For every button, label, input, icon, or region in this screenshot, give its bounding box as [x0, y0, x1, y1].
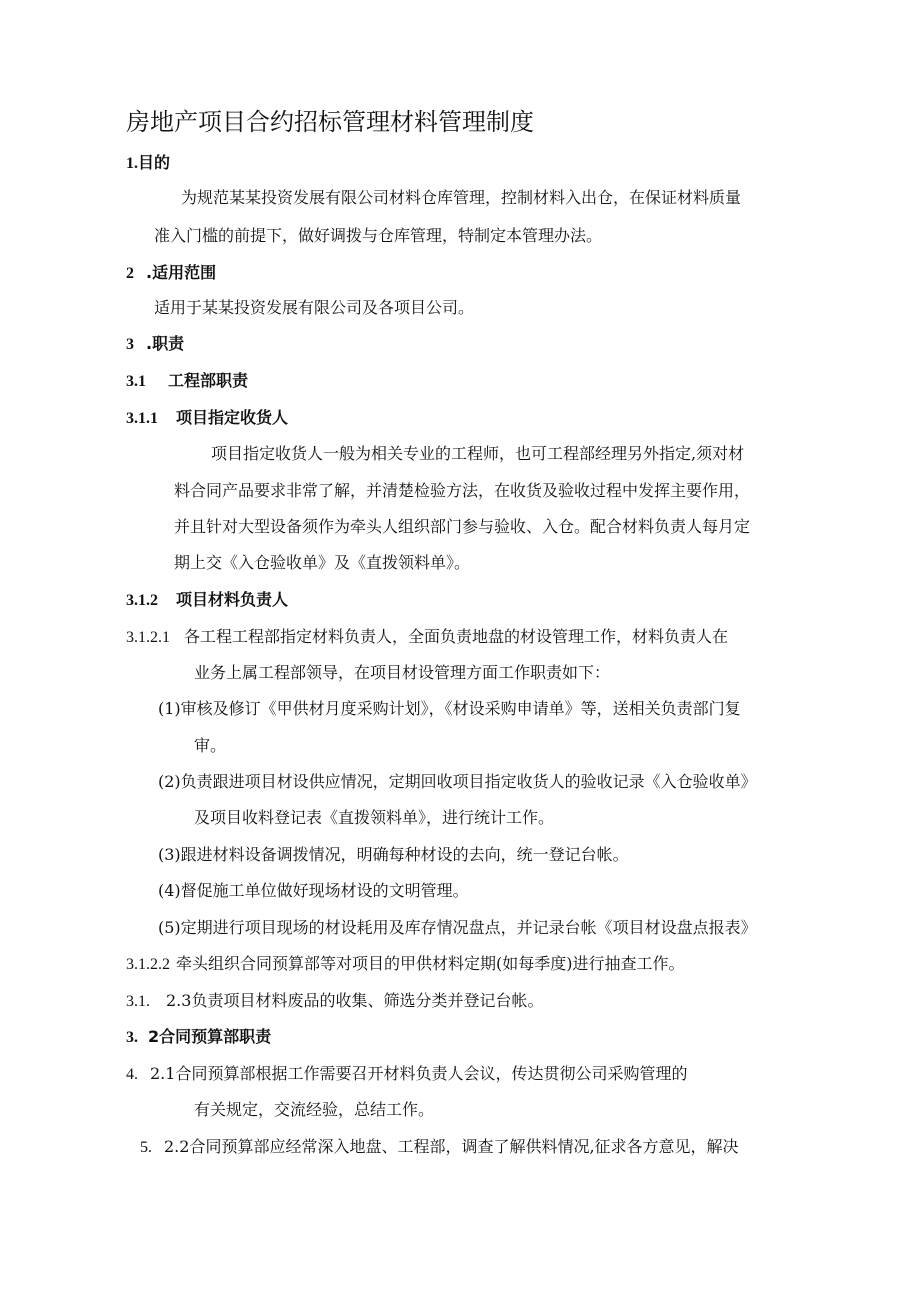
section-5-text-1: 2.2合同预算部应经常深入地盘、工程部，调查了解供料情况,征求各方意见，解决 [164, 1137, 739, 1156]
section-3-1-1-line-3: 并且针对大型设备须作为牵头人组织部门参与验收、入仓。配合材料负责人每月定 [174, 517, 751, 536]
list-item-1-label: (1) [158, 699, 181, 718]
section-2-number: 2 [126, 265, 134, 282]
list-item-3-label: (3) [158, 845, 181, 864]
list-item-5 [158, 918, 757, 938]
list-item-5-label: (5) [158, 918, 181, 937]
list-item-2-text: 负责跟进项目材设供应情况，定期回收项目指定收货人的验收记录《入仓验收单》 [180, 772, 757, 791]
section-3-1-2-1-number: 3.1.2.1 [126, 629, 170, 646]
list-item-3 [158, 845, 629, 865]
section-4-line-2: 有关规定，交流经验，总结工作。 [194, 1100, 435, 1119]
section-3-1-1-heading [126, 408, 288, 429]
section-2-paragraph: 适用于某某投资发展有限公司及各项目公司。 [154, 298, 475, 317]
section-3-1-2-1-line-2: 业务上属工程部领导，在项目材设管理方面工作职责如下： [194, 663, 611, 682]
section-3-title: .职责 [146, 334, 185, 353]
section-3-1-2-1-line-1 [126, 627, 728, 648]
section-4-number: 4. [126, 1066, 138, 1083]
list-item-1 [158, 699, 741, 719]
section-3-1-2-2-text: 牵头组织合同预算部等对项目的甲供材料定期(如每季度)进行抽查工作。 [176, 954, 685, 973]
list-item-4-label: (4) [158, 881, 181, 900]
section-1-title: 目的 [138, 153, 171, 172]
section-3-1-2-title: 项目材料负责人 [176, 590, 289, 609]
section-4-line-1 [126, 1064, 687, 1085]
section-3-1-2-2-line [126, 954, 685, 975]
section-3-1-1-title: 项目指定收货人 [176, 408, 289, 427]
section-1-paragraph-line-1: 为规范某某投资发展有限公司材料仓库管理，控制材料入出仓，在保证材料质量 [181, 188, 742, 207]
section-3-1-1-line-1: 项目指定收货人一般为相关专业的工程师，也可工程部经理另外指定,须对材 [211, 444, 745, 463]
list-item-2-label: (2) [158, 772, 181, 791]
section-5-line-1 [140, 1137, 739, 1158]
list-item-1-continuation: 审。 [194, 736, 227, 755]
list-item-5-text: 定期进行项目现场的材设耗用及库存情况盘点，并记录台帐《项目材设盘点报表》 [180, 918, 757, 937]
section-3-2-heading [126, 1027, 271, 1048]
section-3-1-1-line-4: 期上交《入仓验收单》及《直拨领料单》。 [174, 553, 471, 572]
section-3-1-title: 工程部职责 [168, 371, 249, 390]
section-3-1-number: 3.1 [126, 373, 146, 390]
section-1-heading [126, 153, 170, 174]
section-5-number: 5. [140, 1139, 152, 1156]
section-3-1-2-3-number: 3.1. [126, 993, 150, 1010]
section-4-text-1: 2.1合同预算部根据工作需要召开材料负责人会议，传达贯彻公司采购管理的 [150, 1064, 688, 1083]
list-item-1-text: 审核及修订《甲供材月度采购计划》，《材设采购申请单》等，送相关负责部门复 [180, 699, 741, 718]
section-2-heading [126, 263, 216, 284]
list-item-4 [158, 881, 469, 901]
section-3-heading [126, 334, 184, 355]
section-3-1-1-line-2: 料合同产品要求非常了解，并清楚检验方法，在收货及验收过程中发挥主要作用， [174, 481, 751, 500]
section-3-1-2-heading [126, 590, 288, 611]
list-item-3-text: 跟进材料设备调拨情况，明确每种材设的去向，统一登记台帐。 [180, 845, 629, 864]
section-3-2-number: 3. [126, 1029, 138, 1046]
section-3-1-heading [126, 371, 248, 392]
list-item-4-text: 督促施工单位做好现场材设的文明管理。 [180, 881, 469, 900]
section-1-paragraph-line-2: 准入门槛的前提下，做好调拨与仓库管理，特制定本管理办法。 [154, 226, 603, 245]
section-2-title: .适用范围 [146, 263, 217, 282]
section-3-1-2-2-number: 3.1.2.2 [126, 956, 170, 973]
section-3-2-title: 2合同预算部职责 [148, 1027, 272, 1046]
document-title: 房地产项目合约招标管理材料管理制度 [126, 108, 534, 136]
list-item-2-continuation: 及项目收料登记表《直拨领料单》，进行统计工作。 [194, 808, 555, 827]
list-item-2 [158, 772, 757, 792]
section-3-1-2-number: 3.1.2 [126, 592, 158, 609]
section-3-1-1-number: 3.1.1 [126, 410, 158, 427]
section-3-1-2-3-text: 2.3负责项目材料废品的收集、筛选分类并登记台帐。 [166, 991, 544, 1010]
section-3-number: 3 [126, 336, 134, 353]
section-1-number: 1. [126, 155, 138, 172]
section-3-1-2-1-text-1: 各工程工程部指定材料负责人，全面负责地盘的材设管理工作，材料负责人在 [184, 627, 729, 646]
section-3-1-2-3-line [126, 991, 543, 1012]
